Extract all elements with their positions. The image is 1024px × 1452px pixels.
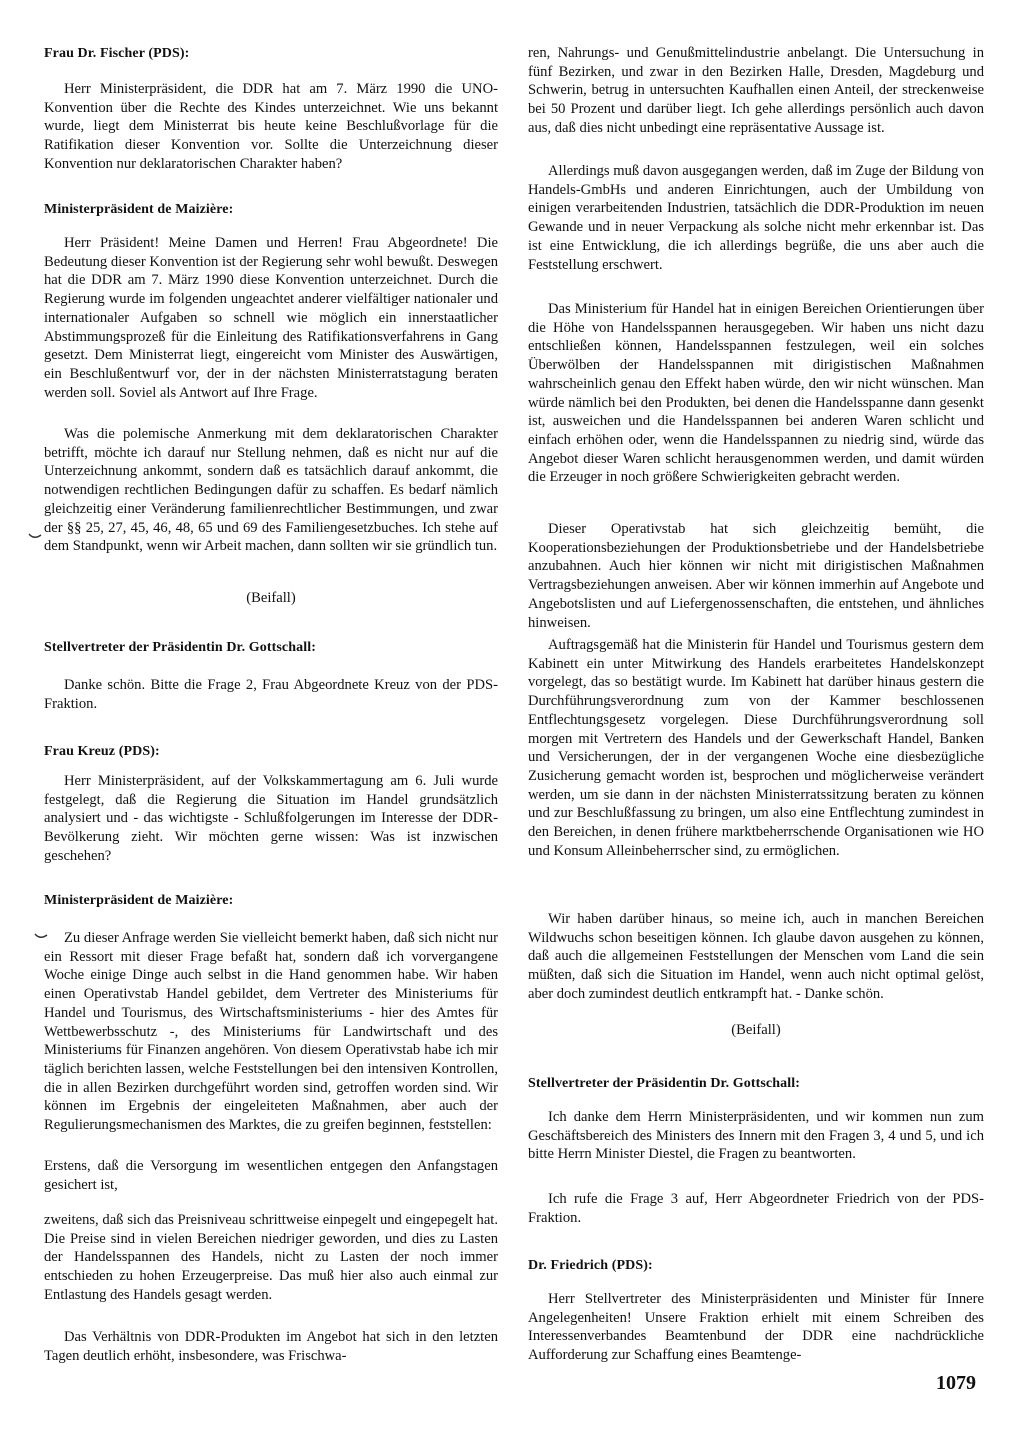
- paragraph: Allerdings muß davon ausgegangen werden, daß im Zuge der Bildung von Handels-GmbHs und anderen Einrichtungen, auch der Umbildung von einigen verarbeitenden Industrien, tatsächlich die DDR-Produktion im neuen Gewande und in neuer Verpackung als solche nicht mehr erkennbar ist. Das ist eine Entwicklung, die ich allerdings begrüße, die uns aber auch die Feststellung erschwert.: [528, 163, 984, 273]
- paragraph: Zu dieser Anfrage werden Sie vielleicht bemerkt haben, daß sich nicht nur ein Ressort mit dieser Frage befaßt hat, sondern daß ich vorvergangene Woche einige Dinge auch selbst in die Hand genommen habe. Wir haben einen Operativstab Handel gebildet, dem Vertreter des Ministeriums für Handel und Tourismus, des Wirtschaftsministeriums - hier des Amtes für Wettbewerbsschutz -, des Ministeriums für Landwirtschaft und des Ministeriums für Finanzen angehören. Von diesem Operativstab habe ich mir täglich berichten lassen, welche Feststellungen bei den intensiven Kontrollen, die in allen Bezirken durchgeführt worden sind, getroffen worden sind. Wir können im Ergebnis der eingeleiteten Maßnahmen, aber auch der Regulierungsmechanismen des Marktes, die zu greifen beginnen, feststellen:: [44, 930, 498, 1134]
- paragraph: Wir haben darüber hinaus, so meine ich, auch in manchen Bereichen Wildwuchs schon beseitigen können. Ich glaube davon ausgehen zu können, daß auch die allgemeinen Feststellungen der Menschen vom Land die sein müßten, daß sich die Situation im Handel, wenn auch nicht optimal gelöst, aber doch zumindest deutlich entkrampft hat. - Danke schön.: [528, 911, 984, 1002]
- paragraph: Erstens, daß die Versorgung im wesentlichen entgegen den Anfangstagen gesichert ist,: [44, 1158, 498, 1193]
- paragraph: Das Ministerium für Handel hat in einigen Bereichen Orientierungen über die Höhe von Handelsspannen herausgegeben. Wir haben uns nicht dazu entschließen können, Handelsspannen festzulegen, weil ein solches Überwölben der Handelsspannen mit dirigistischen Maßnahmen wahrscheinlich genau den Effekt haben würde, den wir nicht wünschen. Man würde nämlich bei den Produkten, bei denen die Handelsspanne dann gesenkt ist, ausweichen und die Handelsspannen bei anderen Waren schlicht und einfach erhöhen oder, wenn die Handelsspannen zu niedrig sind, würde das Angebot dieser Waren schlicht herausgenommen werden, und damit würden die Erzeuger in noch größere Schwierigkeiten gebracht werden.: [528, 301, 984, 486]
- paragraph: Herr Stellvertreter des Ministerpräsidenten und Minister für Innere Angelegenheiten! Unsere Fraktion erhielt mit einem Schreiben des Interessenverbandes Beamtenbund der DDR eine nachdrückliche Aufforderung zur Schaffung eines Beamtenge-: [528, 1291, 984, 1364]
- paragraph: ren, Nahrungs- und Genußmittelindustrie anbelangt. Die Untersuchung in fünf Bezirken, und zwar in den Bezirken Halle, Dresden, Magdeburg und Schwerin, betrug in untersuchten Kaufhallen einen Anteil, der streckenweise bei 50 Prozent und darüber liegt. Ich gehe allerdings persönlich auch davon aus, daß dies nicht unbedingt eine repräsentative Aussage ist.: [528, 45, 984, 136]
- speaker-heading-de-maiziere: Ministerpräsident de Maizière:: [44, 202, 234, 217]
- paragraph: Auftragsgemäß hat die Ministerin für Handel und Tourismus gestern dem Kabinett ein unter Mitwirkung des Handels erarbeitetes Handelskonzept vorgelegt, das so bestätigt wurde. Im Kabinett hat darüber hinaus gestern die Durchführungsverordnung zum von der Kammer beschlossenen Entflechtungsgesetz vorgelegen. Diese Durchführungsverordnung soll morgen mit Vertretern des Handels und der Gewerkschaft Handel, Banken und Versicherungen, der in der vergangenen Woche eine diesbezügliche Zusicherung gemacht worden ist, besprochen und möglicherweise verändert werden, um sie dann in der nächsten Ministerratssitzung beraten zu können und zur Beschlußfassung zu bringen, um also eine Entflechtung zumindest in den Bereichen, in denen frühere marktbeherrschende Organisationen wie HO und Konsum Alleinbeherrscher sind, zu ermöglichen.: [528, 637, 984, 859]
- speaker-heading-de-maiziere-2: Ministerpräsident de Maizière:: [44, 893, 234, 908]
- margin-tick-mark: [34, 932, 48, 940]
- paragraph: Herr Ministerpräsident, auf der Volkskammertagung am 6. Juli wurde festgelegt, daß die Regierung die Situation im Handel grundsätzlich analysiert und - das wichtigste - Schlußfolgerungen im Interesse der DDR-Bevölkerung zieht. Wir möchten gerne wissen: Was ist inzwischen geschehen?: [44, 773, 498, 864]
- speaker-heading-gottschall: Stellvertreter der Präsidentin Dr. Gottschall:: [44, 640, 316, 655]
- page-number: 1079: [936, 1372, 976, 1394]
- paragraph: zweitens, daß sich das Preisniveau schrittweise einpegelt und eingepegelt hat. Die Preise sind in vielen Bereichen niedriger geworden, und dies zu Lasten der Handelsspannen des Handels, nicht zu Lasten der noch immer entschieden zu hohen Erzeugerpreise. Das muß hier also auch einmal zur Entlastung des Handels gesagt werden.: [44, 1212, 498, 1303]
- paragraph: Ich rufe die Frage 3 auf, Herr Abgeordneter Friedrich von der PDS-Fraktion.: [528, 1191, 984, 1226]
- paragraph: Ich danke dem Herrn Ministerpräsidenten, und wir kommen nun zum Geschäftsbereich des Ministers des Innern mit den Fragen 3, 4 und 5, und ich bitte Herrn Minister Diestel, die Fragen zu beantworten.: [528, 1109, 984, 1163]
- applause-note: (Beifall): [731, 1022, 781, 1038]
- margin-tick-mark: [28, 532, 42, 540]
- speaker-heading-kreuz: Frau Kreuz (PDS):: [44, 744, 160, 759]
- speaker-heading-gottschall-2: Stellvertreter der Präsidentin Dr. Gottschall:: [528, 1076, 800, 1091]
- paragraph: Danke schön. Bitte die Frage 2, Frau Abgeordnete Kreuz von der PDS-Fraktion.: [44, 677, 498, 712]
- paragraph: Herr Präsident! Meine Damen und Herren! Frau Abgeordnete! Die Bedeutung dieser Konvention ist der Regierung sehr wohl bewußt. Deswegen hat die DDR am 7. März 1990 diese Konvention unterzeichnet. Durch die Regierung wurde im folgenden ungeachtet anderer vielfältiger nationaler und internationaler Aufgaben so schnell wie möglich ein innerstaatlicher Abstimmungsprozeß für die Einleitung des Ratifikationsverfahrens in Gang gesetzt. Dem Ministerrat liegt, eingereicht vom Minister des Auswärtigen, ein Beschlußentwurf vor, der in der nächsten Ministerratstagung beraten werden soll. Soviel als Antwort auf Ihre Frage.: [44, 235, 498, 401]
- paragraph: Das Verhältnis von DDR-Produkten im Angebot hat sich in den letzten Tagen deutlich erhöht, insbesondere, was Frischwa-: [44, 1329, 498, 1364]
- paragraph: Was die polemische Anmerkung mit dem deklaratorischen Charakter betrifft, möchte ich darauf nur Stellung nehmen, daß es nicht nur auf die Unterzeichnung ankommt, sondern daß es tatsächlich darauf ankommt, die notwendigen rechtlichen Bedingungen dafür zu schaffen. Es bedarf nämlich gleichzeitig einer Veränderung familienrechtlicher Bestimmungen, und zwar der §§ 25, 27, 45, 46, 48, 65 und 69 des Familiengesetzbuches. Ich stehe auf dem Standpunkt, wenn wir Arbeit machen, dann sollten wir sie gründlich tun.: [44, 426, 498, 555]
- applause-note: (Beifall): [246, 590, 296, 606]
- speaker-heading-friedrich: Dr. Friedrich (PDS):: [528, 1258, 653, 1273]
- paragraph: Dieser Operativstab hat sich gleichzeitig bemüht, die Kooperationsbeziehungen der Produktionsbetriebe und der Handelsbetriebe anzubahnen. Auch hier können wir nicht mit dirigistischen Maßnahmen Vertragsbeziehungen anweisen. Aber wir können immerhin auf Angebote und Angebotslisten und auf Liefergenossenschaften, die entstehen, und ähnliches hinweisen.: [528, 521, 984, 631]
- speaker-heading-fischer: Frau Dr. Fischer (PDS):: [44, 46, 190, 61]
- paragraph: Herr Ministerpräsident, die DDR hat am 7. März 1990 die UNO-Konvention über die Rechte des Kindes unterzeichnet. Wie uns bekannt wurde, liegt dem Ministerrat bis heute keine Beschlußvorlage für die Ratifikation dieser Konvention vor. Sollte die Unterzeichnung dieser Konvention nur deklaratorischen Charakter haben?: [44, 81, 498, 172]
